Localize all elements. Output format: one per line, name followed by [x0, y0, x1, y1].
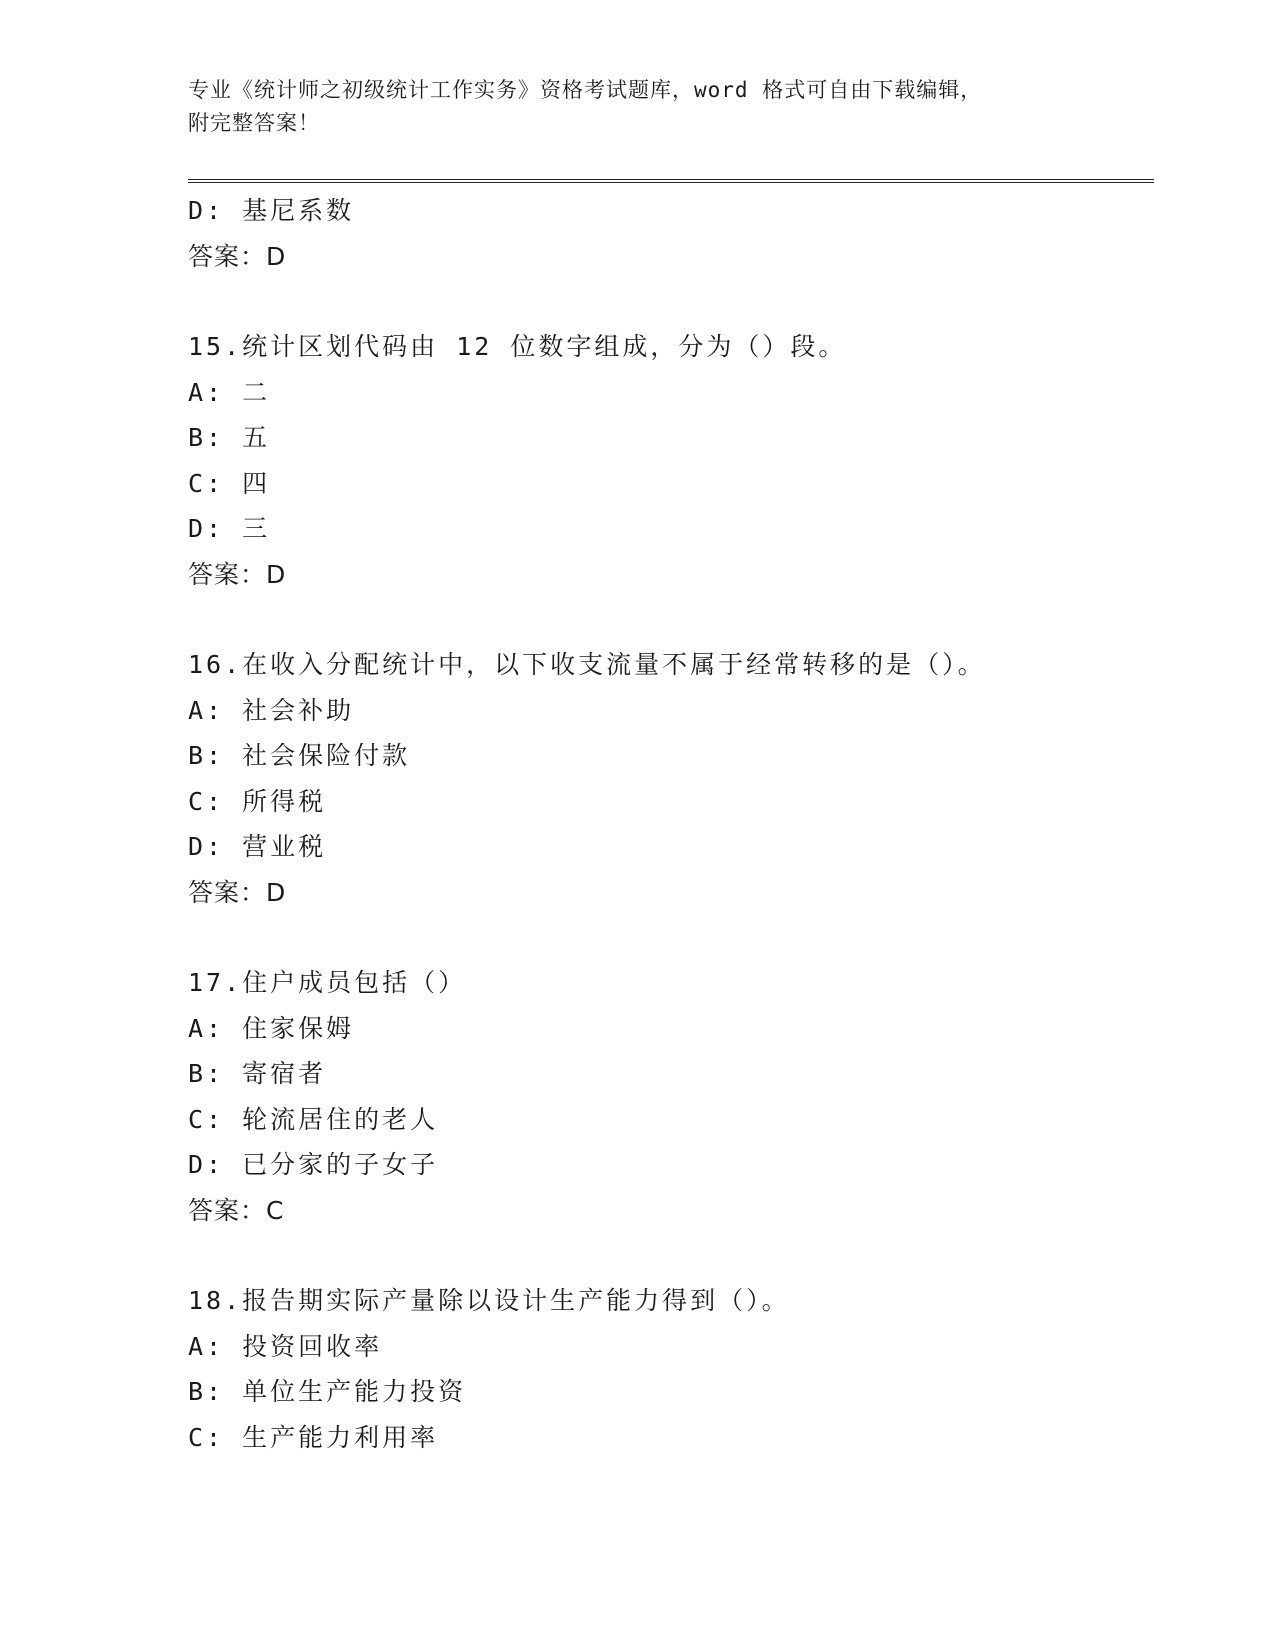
option-b: B: 寄宿者: [188, 1059, 327, 1088]
question-16: [188, 642, 1148, 915]
question-17: [188, 960, 1148, 1233]
option-d: D: 已分家的子女子: [188, 1150, 439, 1179]
spacer: [188, 279, 1148, 324]
option-c: C: 四: [188, 468, 271, 498]
option-a: A: 投资回收率: [188, 1331, 383, 1361]
option-d: D: 基尼系数: [188, 196, 355, 225]
option-b: B: 社会保险付款: [188, 741, 411, 770]
option-a: A: 二: [188, 377, 271, 407]
question-15: [188, 324, 1148, 597]
question-stem: 15.统计区划代码由 12 位数字组成，分为（）段。: [188, 332, 847, 361]
spacer: [188, 597, 1148, 642]
option-b: B: 单位生产能力投资: [188, 1377, 467, 1406]
header-line-1: 专业《统计师之初级统计工作实务》资格考试题库，word 格式可自由下载编辑，: [188, 78, 983, 102]
option-d: D: 三: [188, 514, 271, 543]
option-c: C: 轮流居住的老人: [188, 1104, 439, 1134]
document-header: [188, 74, 1088, 140]
option-b: B: 五: [188, 423, 271, 452]
answer-line: 答案：D: [188, 559, 287, 589]
option-d: D: 营业税: [188, 832, 327, 861]
question-stem: 18.报告期实际产量除以设计生产能力得到（）。: [188, 1286, 790, 1315]
option-a: A: 社会补助: [188, 695, 355, 725]
question-18: [188, 1278, 1148, 1460]
option-c: C: 所得税: [188, 786, 327, 816]
question-stem: 17.住户成员包括（）: [188, 968, 467, 997]
question-stem: 16.在收入分配统计中，以下收支流量不属于经常转移的是（）。: [188, 650, 986, 679]
option-c: C: 生产能力利用率: [188, 1422, 439, 1452]
option-a: A: 住家保姆: [188, 1013, 355, 1043]
answer-line: 答案：D: [188, 877, 287, 907]
spacer: [188, 915, 1148, 960]
header-divider: [188, 179, 1154, 183]
spacer: [188, 1233, 1148, 1278]
question-content: [188, 188, 1148, 1460]
question-14-fragment: [188, 188, 1148, 279]
answer-line: 答案：D: [188, 241, 287, 271]
answer-line: 答案：C: [188, 1195, 285, 1225]
header-line-2: 附完整答案！: [188, 111, 320, 135]
